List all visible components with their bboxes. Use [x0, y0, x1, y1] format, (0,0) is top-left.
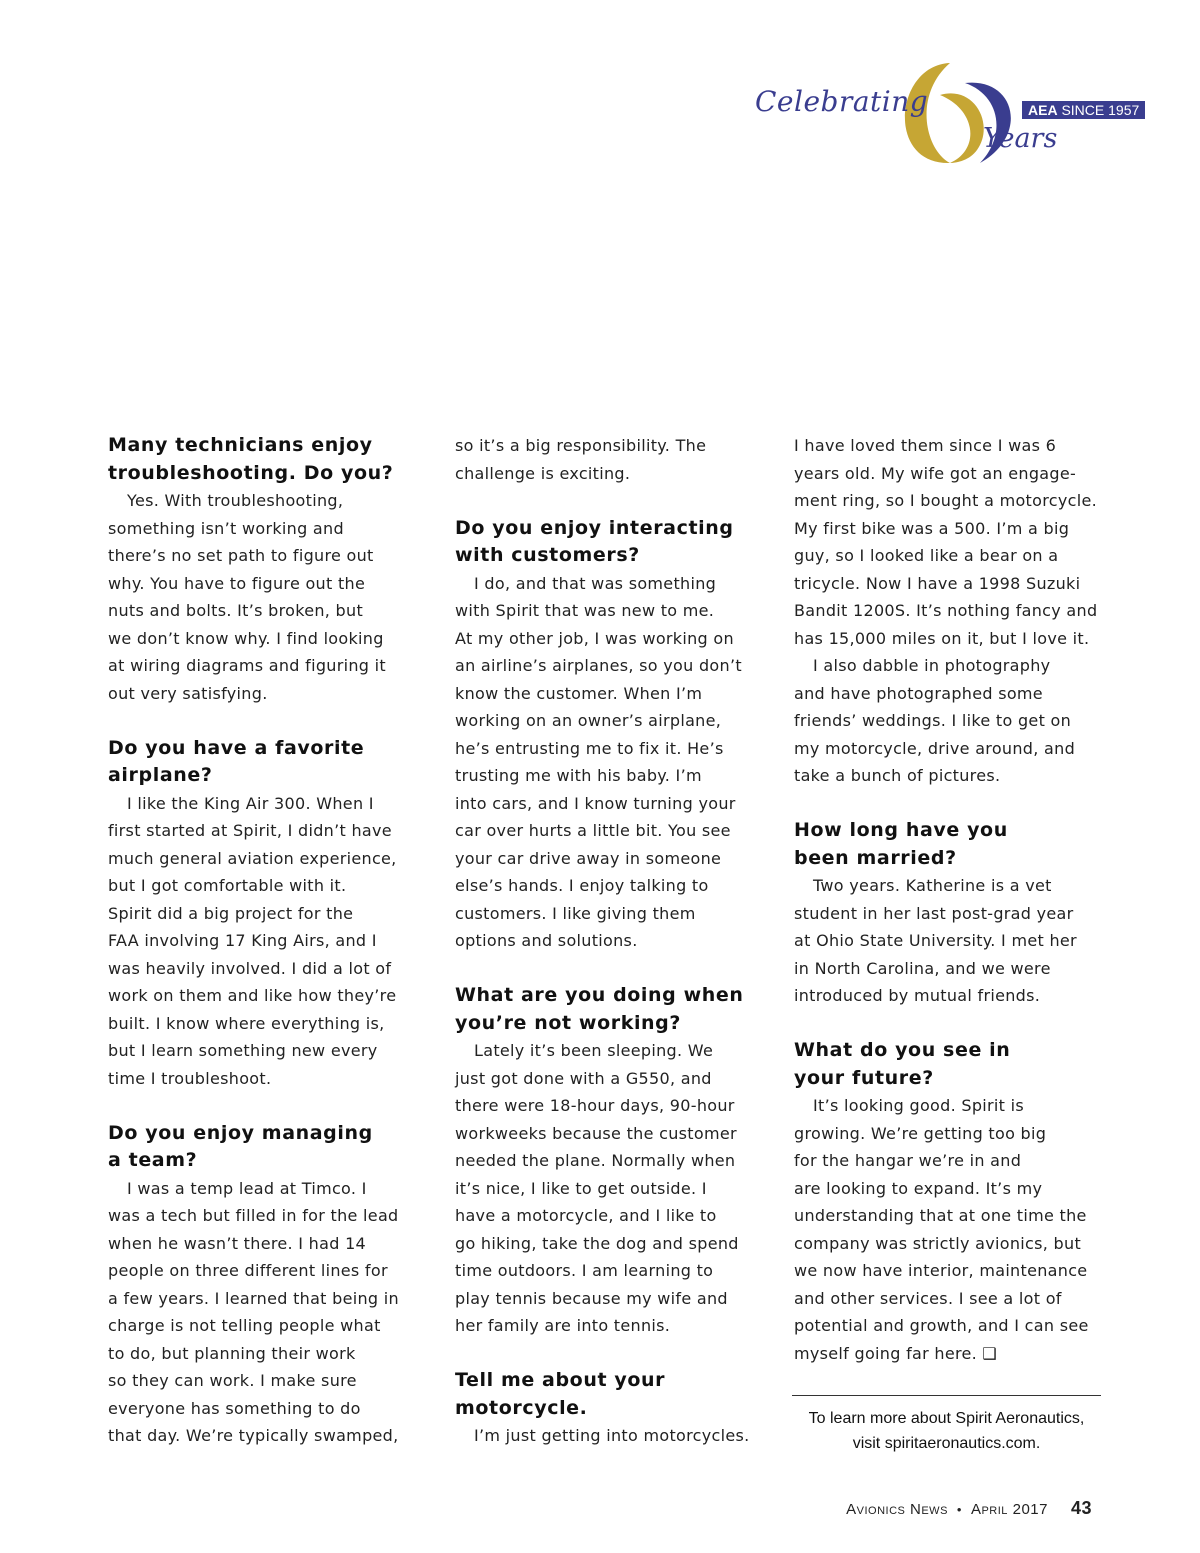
years-text: Years — [983, 123, 1058, 154]
celebrating-60-years-logo — [745, 55, 1145, 175]
column-2 — [455, 432, 755, 1450]
heading-troubleshooting: Many technicians enjoy troubleshooting. Do you? — [108, 434, 394, 484]
column-1 — [108, 432, 408, 1450]
answer-troubleshooting: Yes. With troubleshooting, something isn’t working and there’s no set path to figure out why. You have to figure out the nuts and bolts. It’s broken, but we don’t know why. I find looking at wiring diagrams and figuring it out very satisfying. — [108, 491, 386, 703]
answer-interacting-customers: I do, and that was something with Spirit that was new to me. At my other job, I was working on an airline’s airplanes, so you don’t know the customer. When I’m working on an owner’s airplane, he’s entrusting me to fix it. He’s trusting me with his baby. I’m into cars, and I know turning your car over hurts a little bit. You see your car drive away in someone else’s hands. I enjoy talking to customers. I like giving them options and solutions. — [455, 573, 742, 950]
promo-text: To learn more about Spirit Aeronautics, visit spiritaeronautics.com. — [808, 1410, 1085, 1452]
page-number: 43 — [1070, 1498, 1092, 1518]
answer-future: It’s looking good. Spirit is growing. We’re getting too big for the hangar we’re in and are looking to expand. It’s my understanding that at one time the company was strictly avionics, but we now have interior, maintenance and other services. I see a lot of potential and growth, and I can see myself going far here. ❑ — [794, 1096, 1089, 1363]
heading-motorcycle: Tell me about your motorcycle. — [455, 1369, 666, 1419]
celebrating-text: Celebrating — [755, 85, 929, 118]
answer-motorcycle-continued: I have loved them since I was 6 years old. My wife got an engage- ment ring, so I bought a motorcycle. My first bike was a 500. I’m a big guy, so I looked like a bear on a tricycle. Now I have a 1998 Suzuki Bandit 1200S. It’s nothing fancy and has 15,000 miles on it, but I love it. — [794, 436, 1098, 648]
publication-name: Avionics News — [846, 1501, 948, 1518]
answer-photography: I also dabble in photography and have photographed some friends’ weddings. I like to get on my motorcycle, drive around, and take a bunch of pictures. — [794, 656, 1076, 785]
aea-since-badge — [1022, 101, 1145, 119]
answer-married: Two years. Katherine is a vet student in her last post-grad year at Ohio State University. I met her in North Carolina, and we were introduced by mutual friends. — [794, 876, 1077, 1005]
promo-divider — [792, 1395, 1101, 1396]
heading-married: How long have you been married? — [794, 819, 1008, 869]
answer-favorite-airplane: I like the King Air 300. When I first started at Spirit, I didn’t have much general aviation experience, but I got comfortable with it. Spirit did a big project for the FAA involving 17 King Airs, and I was heavily involved. I did a lot of work on them and like how they’re built. I know where everything is, but I learn something new every time I troubleshoot. — [108, 793, 397, 1088]
heading-managing-team: Do you enjoy managing a team? — [108, 1121, 373, 1171]
footer-separator: • — [956, 1502, 962, 1517]
badge-rest: SINCE 1957 — [1057, 102, 1140, 118]
answer-motorcycle: I’m just getting into motorcycles. — [474, 1426, 750, 1445]
issue-date: April 2017 — [970, 1501, 1048, 1518]
column-3 — [794, 432, 1099, 1367]
answer-managing-team: I was a temp lead at Timco. I was a tech but filled in for the lead when he wasn’t there. I had 14 people on three different lines for a few years. I learned that being in charge is not telling people what to do, but planning their work so they can work. I make sure everyone has something to do that day. We’re typically swamped, — [108, 1178, 399, 1445]
answer-not-working: Lately it’s been sleeping. We just got done with a G550, and there were 18-hour days, 90-hour workweeks because the customer needed the plane. Normally when it’s nice, I like to get outside. I have a motorcycle, and I like to go hiking, take the dog and spend time outdoors. I am learning to play tennis because my wife and her family are into tennis. — [455, 1041, 739, 1335]
badge-strong: AEA — [1028, 102, 1058, 118]
heading-favorite-airplane: Do you have a favorite airplane? — [108, 736, 365, 786]
heading-future: What do you see in your future? — [794, 1039, 1011, 1089]
answer-managing-team-continued: so it’s a big responsibility. The challenge is exciting. — [455, 436, 707, 483]
heading-interacting-customers: Do you enjoy interacting with customers? — [455, 516, 734, 566]
heading-not-working: What are you doing when you’re not working? — [455, 984, 744, 1034]
page-footer — [846, 1498, 1092, 1519]
